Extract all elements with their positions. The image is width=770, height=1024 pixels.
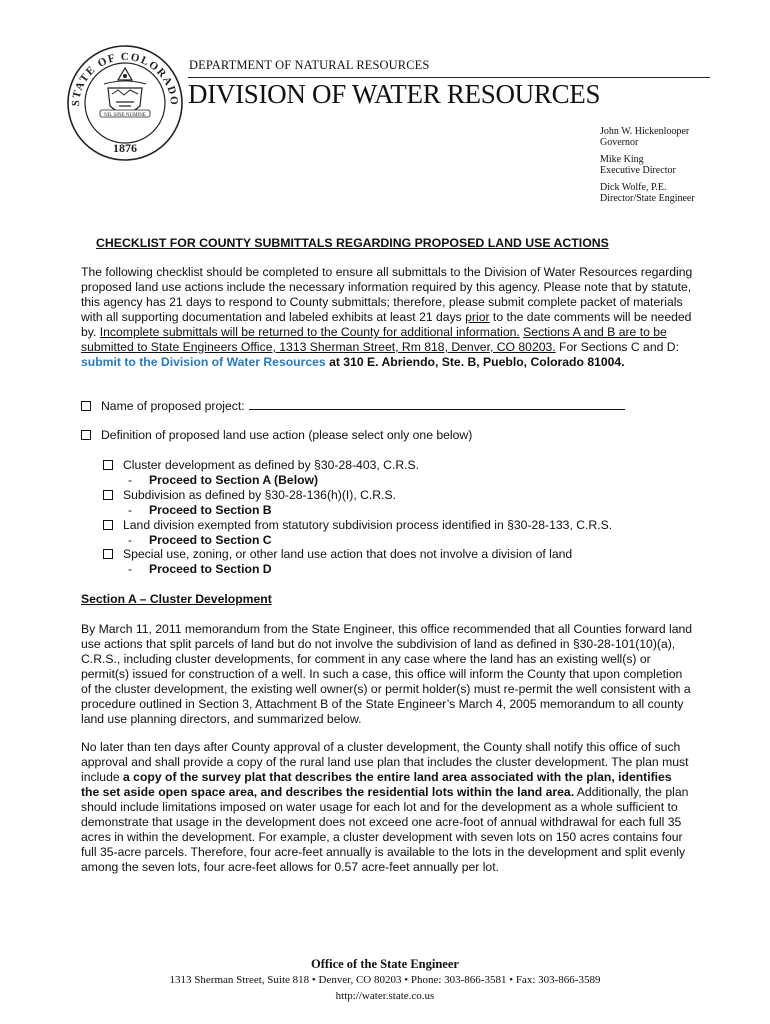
definition-row [81,428,472,443]
header-rule [188,77,710,78]
option-land-division [103,518,612,533]
proceed-a: - Proceed to Section A (Below) [128,473,319,487]
project-name-row [81,398,625,414]
seal-top-text: STATE OF COLORADO [69,50,181,107]
option-special-use-checkbox[interactable] [103,549,113,559]
definition-label: Definition of proposed land use action (please select only one below) [101,428,473,442]
official-title: Governor [600,137,639,148]
proceed-label: Proceed to Section A (Below) [149,473,319,487]
division-name: DIVISION OF WATER RESOURCES [188,79,601,109]
official-name: Dick Wolfe, P.E. [600,182,667,193]
footer [0,956,770,1004]
seal-year: 1876 [113,141,137,155]
officials-list [600,126,695,210]
proceed-c: - Proceed to Section C [128,533,272,547]
option-land-division-checkbox[interactable] [103,520,113,530]
definition-checkbox[interactable] [81,430,91,440]
sections-ab-address: Sections A and B are to be submitted to State Engineers Office, 1313 Sherman Street, Rm 818, Denver, CO 80203. [81,325,667,354]
proceed-label: Proceed to Section D [149,562,272,576]
official-state-engineer [600,182,695,204]
proceed-d: - Proceed to Section D [128,562,272,576]
option-cluster [103,458,419,473]
proceed-label: Proceed to Section C [149,533,272,547]
official-title: Director/State Engineer [600,193,695,204]
checklist-title: CHECKLIST FOR COUNTY SUBMITTALS REGARDING PROPOSED LAND USE ACTIONS [96,236,609,250]
option-label: Land division exempted from statutory subdivision process identified in §30-28-133, C.R.S. [123,518,613,532]
project-name-label: Name of proposed project: [101,399,245,413]
option-special-use [103,547,572,562]
option-label: Subdivision as defined by §30-28-136(h)(I), C.R.S. [123,488,397,502]
section-a-heading: Section A – Cluster Development [81,592,272,606]
section-a-paragraph-1: By March 11, 2011 memorandum from the State Engineer, this office recommended that all Counties forward land use actions that split parcels of land but do not involve the subdivision of land as defined in §30-28-101(10)(a), C.R.S., including cluster developments, for comment in any case where the land has an existing well(s) or permit(s) issued for construction of a well. In such a case, this office will inform the County that upon completion of the cluster development, the existing well owner(s) or permit holder(s) must re-permit the well consistent with a procedure outlined in Section 3, Attachment B of the State Engineer’s March 4, 2005 memorandum to all county land use planning directors, and summarized below. [81,622,693,726]
proceed-label: Proceed to Section B [149,503,272,517]
option-subdivision [103,488,396,503]
incomplete-notice: Incomplete submittals will be returned to the County for additional information. [99,325,520,339]
dwr-link[interactable]: submit to the Division of Water Resources [81,355,326,369]
project-name-checkbox[interactable] [81,401,91,411]
project-name-field[interactable] [249,398,625,410]
footer-office: Office of the State Engineer [311,957,459,971]
option-cluster-checkbox[interactable] [103,460,113,470]
option-label: Cluster development as defined by §30-28-403, C.R.S. [123,458,420,472]
official-executive-director [600,154,695,176]
footer-address: 1313 Sherman Street, Suite 818 • Denver, CO 80203 • Phone: 303-866-3581 • Fax: 303-866-3589 [169,974,601,986]
proceed-b: - Proceed to Section B [128,503,272,517]
state-seal-logo [66,44,184,162]
official-title: Executive Director [600,165,676,176]
department-name: DEPARTMENT OF NATURAL RESOURCES [189,58,430,72]
svg-text:STATE OF COLORADO [70,51,180,107]
official-name: Mike King [600,154,644,165]
seal-motto: NIL SINE NUMINE [104,113,146,118]
intro-paragraph: The following checklist should be completed to ensure all submittals to the Division of Water Resources regarding proposed land use actions include the necessary information required by this agency. Please note that by statute, this agency has 21 days to respond to County submittals; therefore, please submit complete packet of materials with all supporting documentation and labeled exhibits at least 21 days prior to the date comments will be needed by. Incomplete submittals will be returned to the County for additional information. Sections A and B are to be submitted to State Engineers Office, 1313 Sherman Street, Rm 818, Denver, CO 80203. For Sections C and D: submit to the Division of Water Resources at 310 E. Abriendo, Ste. B, Pueblo, Colorado 81004. [81,265,693,369]
official-governor [600,126,695,148]
option-label: Special use, zoning, or other land use action that does not involve a division of land [123,547,573,561]
official-name: John W. Hickenlooper [600,126,690,137]
option-subdivision-checkbox[interactable] [103,490,113,500]
footer-url[interactable]: http://water.state.co.us [335,990,435,1002]
section-a-paragraph-2: No later than ten days after County approval of a cluster development, the County shall notify this office of such approval and shall provide a copy of the rural land use plan that includes the cluster development. The plan must include a copy of the survey plat that describes the entire land area associated with the plan, identifies the set aside open space area, and describes the residential lots within the land area. Additionally, the plan should include limitations imposed on water usage for each lot and for the development as a whole sufficient to demonstrate that usage in the development does not exceed one acre-foot of annual withdrawal for each full 35 acres in within the development. For example, a cluster development with seven lots on 150 acres contains four full 35-acre parcels. Therefore, four acre-feet annually is available to the lots in the development and split evenly among the seven lots, four acre-feet allows for 0.57 acre-feet annually per lot. [81,740,689,874]
